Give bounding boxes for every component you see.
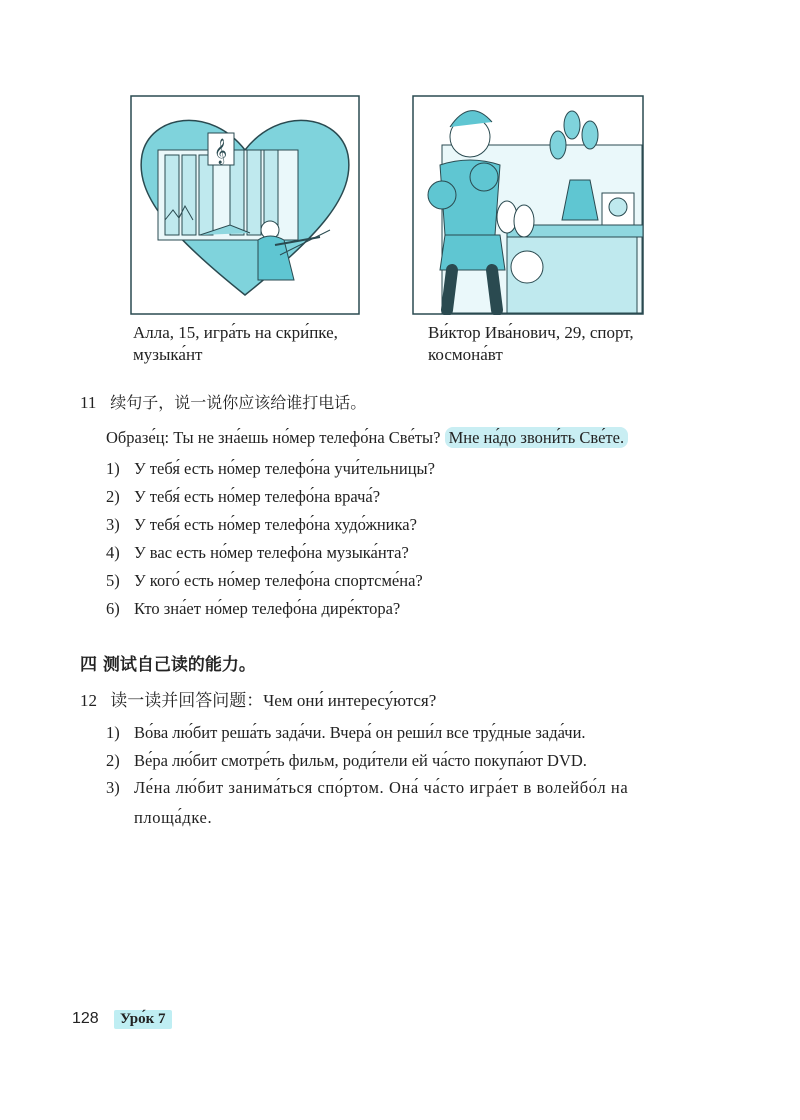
- section-title: 四 测试自己读的能力。: [80, 655, 256, 675]
- sample-answer-highlight: Мне на́до звони́ть Све́те.: [445, 427, 629, 448]
- boxer-caption: [428, 322, 634, 366]
- sample-label: Образе́ц: Ты не зна́ешь но́мер телефо́на Све́ты?: [106, 428, 441, 447]
- violinist-caption-line2: музыка́нт: [133, 345, 203, 364]
- svg-text:𝄞: 𝄞: [214, 139, 228, 164]
- boxer-illustration: [412, 95, 644, 315]
- exercise-11-heading: [80, 390, 366, 413]
- item-text: У тебя́ есть но́мер телефо́на учи́тельницы?: [134, 459, 435, 478]
- item-text: У тебя́ есть но́мер телефо́на худо́жника?: [134, 515, 417, 534]
- list-item: [106, 543, 666, 567]
- list-item: [106, 599, 666, 623]
- item-number: 3): [106, 515, 120, 534]
- item-number: 2): [106, 487, 120, 506]
- item-number: 3): [106, 778, 120, 797]
- item-number: 5): [106, 571, 120, 590]
- sample-line: [106, 428, 628, 448]
- list-item: [106, 459, 666, 483]
- item-text: Кто зна́ет но́мер телефо́на дире́ктора?: [134, 599, 401, 618]
- list-item: [106, 487, 666, 511]
- violinist-illustration: [130, 95, 360, 315]
- exercise-12-heading: [80, 686, 436, 711]
- item-text: Во́ва лю́бит реша́ть зада́чи. Вчера́ он реши́л все тру́дные зада́чи.: [134, 723, 586, 742]
- item-number: 1): [106, 723, 120, 742]
- boxer-caption-line1: Ви́ктор Ива́нович, 29, спорт,: [428, 323, 634, 342]
- item-number: 4): [106, 543, 120, 562]
- list-item: [106, 751, 706, 775]
- exercise-instruction: 读一读并回答问题：Чем они́ интересу́ются?: [110, 691, 437, 710]
- exercise-instruction: 续句子，说一说你应该给谁打电话。: [110, 393, 367, 412]
- page-number: 128: [72, 1010, 99, 1027]
- violinist-caption-line1: Алла, 15, игра́ть на скри́пке,: [133, 323, 338, 342]
- list-item: [106, 723, 706, 747]
- item-text: У кого́ есть но́мер телефо́на спортсме́на?: [134, 571, 423, 590]
- list-item: [106, 571, 666, 595]
- item-text: У вас есть но́мер телефо́на музыка́нта?: [134, 543, 409, 562]
- exercise-number: 11: [80, 393, 97, 412]
- boxer-caption-line2: космона́вт: [428, 345, 503, 364]
- violinist-caption: [133, 322, 338, 366]
- item-text: Ве́ра лю́бит смотре́ть фильм, роди́тели ей ча́сто покупа́ют DVD.: [134, 751, 587, 770]
- lesson-badge: Уро́к 7: [114, 1010, 172, 1029]
- item-number: 1): [106, 459, 120, 478]
- item-text: Ле́на лю́бит занима́ться спо́ртом. Она́ ча́сто игра́ет в волейбо́л на площа́дке.: [134, 778, 629, 827]
- item-text: У тебя́ есть но́мер телефо́на врача́?: [134, 487, 381, 506]
- item-number: 6): [106, 599, 120, 618]
- item-number: 2): [106, 751, 120, 770]
- exercise-number: 12: [80, 691, 97, 710]
- list-item: [106, 515, 666, 539]
- list-item: [106, 773, 706, 837]
